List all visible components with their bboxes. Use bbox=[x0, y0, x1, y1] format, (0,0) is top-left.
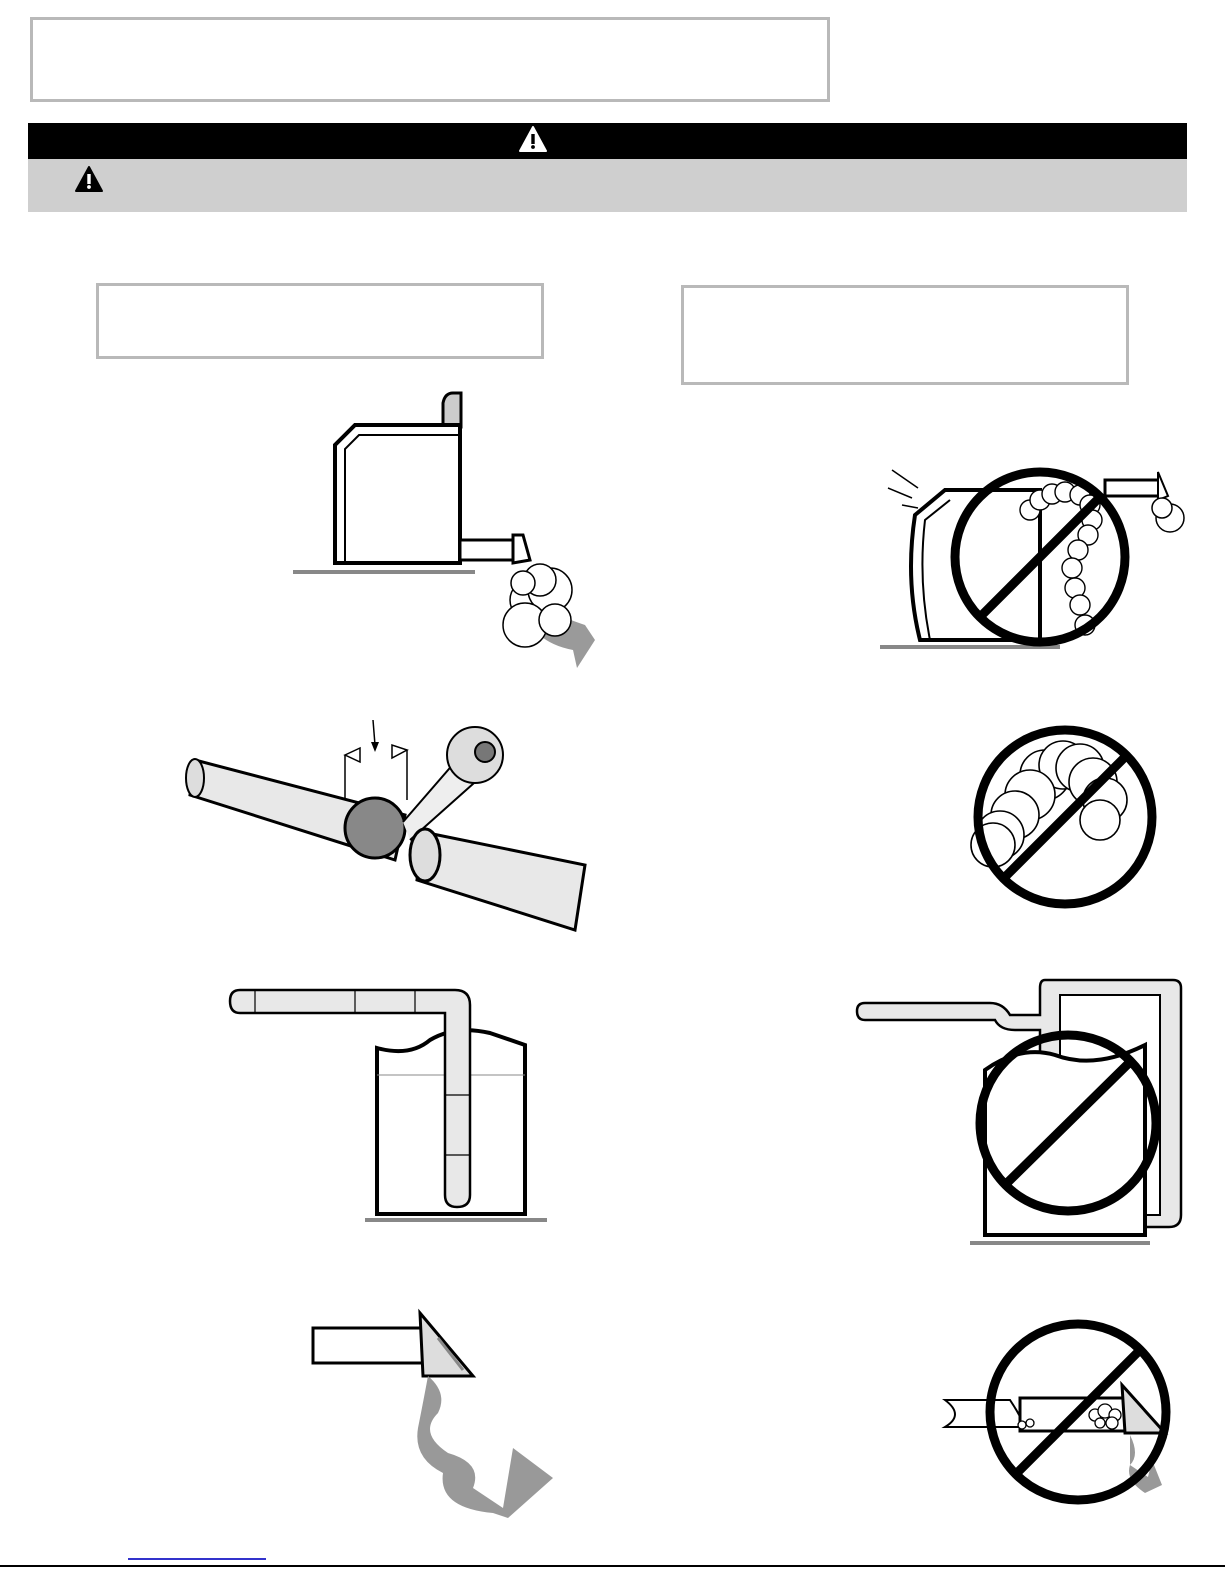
footer-link-underline[interactable] bbox=[128, 1558, 266, 1560]
right-column-heading-box bbox=[681, 285, 1129, 385]
warning-triangle-icon bbox=[518, 125, 548, 153]
clear-exhaust-hood-illustration bbox=[308, 1308, 563, 1528]
warning-body-panel bbox=[28, 159, 1187, 212]
warning-triangle-icon bbox=[74, 165, 104, 193]
prohibited-coiled-duct-illustration bbox=[965, 720, 1165, 915]
correct-duct-routing-illustration bbox=[225, 985, 555, 1230]
footer-rule bbox=[0, 1565, 1225, 1567]
warning-header-bar bbox=[28, 123, 1187, 159]
prohibited-blocked-hood-illustration bbox=[940, 1315, 1180, 1515]
title-box bbox=[30, 17, 830, 102]
prohibited-duct-routing-illustration bbox=[855, 975, 1190, 1250]
left-column-heading-box bbox=[96, 283, 544, 359]
dryer-vent-outdoors-illustration bbox=[285, 385, 615, 675]
taped-duct-joint-illustration bbox=[185, 720, 595, 940]
prohibited-crushed-duct-illustration bbox=[880, 460, 1200, 660]
